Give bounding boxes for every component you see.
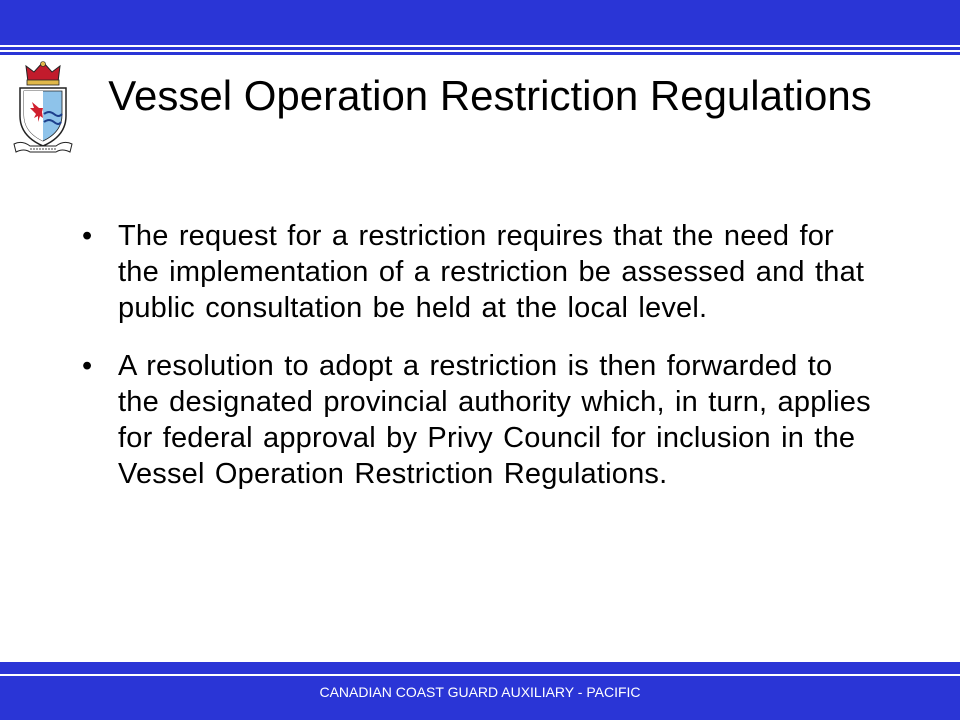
bullet-marker: •	[82, 220, 93, 252]
bullet-marker: •	[82, 350, 93, 382]
bullet-list	[82, 218, 882, 514]
bullet-text: A resolution to adopt a restriction is then forwarded to the designated provincial authority which, in turn, applies for federal approval by Privy Council for inclusion in the Vessel Operation Restriction Regulations.	[118, 350, 871, 490]
bullet-text: The request for a restriction requires that the need for the implementation of a restriction be assessed and that public consultation be held at the local level.	[118, 220, 865, 324]
bullet-item	[82, 218, 882, 326]
bullet-item	[82, 348, 882, 492]
footer-divider	[0, 674, 960, 676]
coast-guard-crest-icon	[12, 58, 74, 156]
header-divider	[0, 45, 960, 47]
slide-title: Vessel Operation Restriction Regulations	[108, 72, 872, 119]
footer-text: CANADIAN COAST GUARD AUXILIARY - PACIFIC	[319, 684, 641, 700]
header-bar	[0, 0, 960, 52]
footer-bar	[0, 662, 960, 720]
